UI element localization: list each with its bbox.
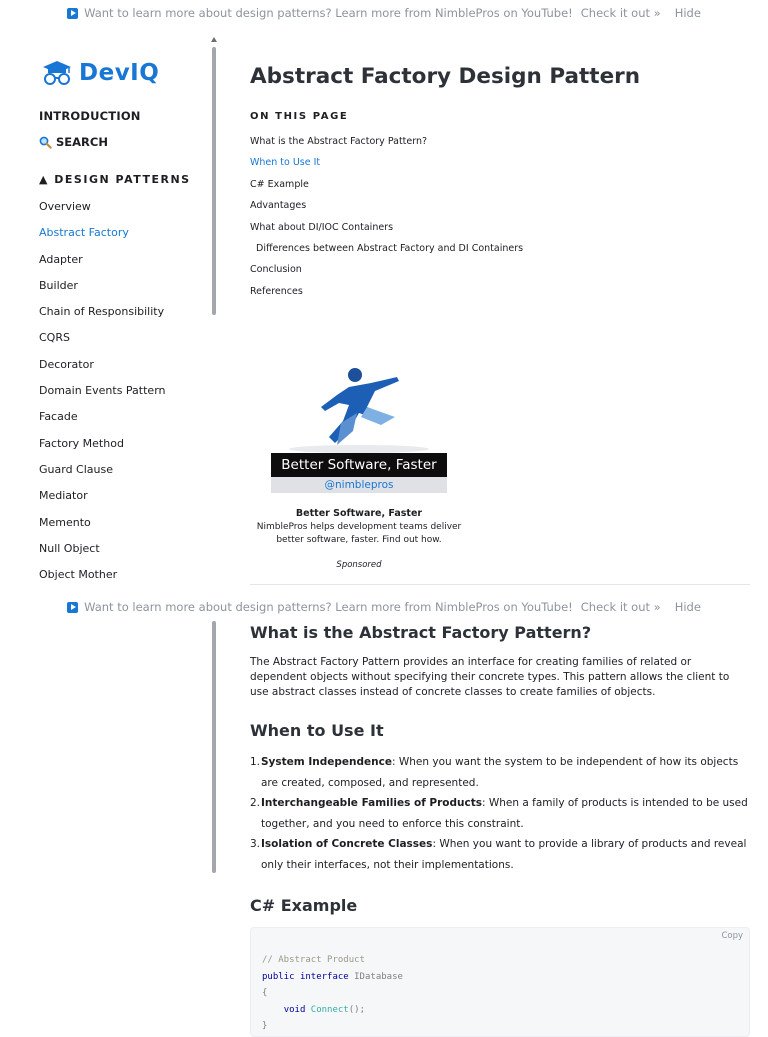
ad-banner-text: Better Software, Faster bbox=[271, 453, 447, 477]
sponsored-label: Sponsored bbox=[336, 560, 382, 570]
code-block bbox=[250, 927, 750, 1037]
list-item-number: 3. bbox=[250, 838, 261, 850]
sidebar-item[interactable]: Builder bbox=[39, 278, 78, 292]
sidebar-item[interactable]: Abstract Factory bbox=[39, 226, 129, 240]
sidebar-item[interactable]: Domain Events Pattern bbox=[39, 384, 166, 398]
banner-hide-button[interactable]: Hide bbox=[674, 6, 701, 20]
code-text bbox=[262, 952, 403, 1035]
banner-message: Want to learn more about design patterns? Learn more from NimblePros on YouTube! bbox=[84, 600, 573, 614]
nav-list bbox=[39, 198, 166, 592]
toc-item[interactable]: Conclusion bbox=[250, 264, 302, 276]
ad-handle: @nimblepros bbox=[271, 477, 447, 493]
sidebar-item[interactable]: Facade bbox=[39, 410, 78, 424]
banner-message: Want to learn more about design patterns? Learn more from NimblePros on YouTube! bbox=[84, 6, 573, 20]
ad-description: NimblePros helps development teams deliver better software, faster. Find out how. bbox=[256, 522, 462, 545]
code-comment: // Abstract Product bbox=[262, 955, 365, 965]
scroll-up-arrow-icon[interactable] bbox=[211, 37, 217, 42]
code-method-name: Connect bbox=[310, 1004, 349, 1015]
list-item bbox=[250, 834, 750, 875]
banner-check-it-out-link[interactable]: Check it out » bbox=[580, 600, 661, 614]
toc-item[interactable]: What is the Abstract Factory Pattern? bbox=[250, 136, 428, 147]
list-item-text: : When you want to provide a library of products and reveal only their interfaces, not their implementations. bbox=[261, 838, 747, 871]
list-item-term: Interchangeable Families of Products bbox=[261, 797, 482, 809]
banner-check-it-out-link[interactable]: Check it out » bbox=[580, 6, 661, 20]
sidebar-item[interactable]: Overview bbox=[39, 200, 91, 213]
youtube-icon bbox=[67, 8, 78, 19]
sidebar-item[interactable]: Decorator bbox=[39, 357, 94, 371]
sidebar-scrollbar-thumb-lower[interactable] bbox=[212, 621, 216, 873]
logo-text: DevIQ bbox=[79, 60, 160, 86]
sidebar-item[interactable]: Object Mother bbox=[39, 568, 118, 582]
section-paragraph-what-is: The Abstract Factory Pattern provides an interface for creating families of related or dependent objects without specifying their concrete types. This pattern allows the client to use abstract classes instead of concrete classes to create families of objects. bbox=[250, 656, 730, 698]
code-keyword-interface: interface bbox=[299, 971, 349, 982]
section-heading-csharp-example: C# Example bbox=[250, 896, 358, 915]
banner-hide-button[interactable]: Hide bbox=[674, 600, 701, 614]
code-close-brace: } bbox=[262, 1021, 268, 1031]
list-item-term: System Independence bbox=[261, 756, 392, 768]
toc-item[interactable]: When to Use It bbox=[250, 157, 321, 169]
when-to-use-list bbox=[250, 752, 750, 875]
sidebar-item[interactable]: Factory Method bbox=[39, 436, 124, 450]
sidebar bbox=[0, 26, 222, 594]
section-heading-when-to-use: When to Use It bbox=[250, 721, 384, 740]
search-icon bbox=[39, 136, 52, 149]
sidebar-item[interactable]: Mediator bbox=[39, 489, 88, 503]
sidebar-item[interactable]: Guard Clause bbox=[39, 462, 113, 476]
announcement-banner bbox=[0, 0, 768, 26]
list-item-term: Isolation of Concrete Classes bbox=[261, 838, 433, 850]
code-open-brace: { bbox=[262, 988, 268, 998]
sidebar-item[interactable]: CQRS bbox=[39, 331, 70, 345]
table-of-contents bbox=[250, 133, 523, 304]
section-heading-what-is: What is the Abstract Factory Pattern? bbox=[250, 623, 592, 642]
list-item-number: 2. bbox=[250, 797, 261, 809]
code-keyword-public: public bbox=[262, 971, 295, 982]
toc-item[interactable]: What about DI/IOC Containers bbox=[250, 221, 394, 233]
toc-item[interactable]: Differences between Abstract Factory and DI Containers bbox=[256, 242, 524, 254]
code-type-name: IDatabase bbox=[354, 971, 403, 982]
toc-item[interactable]: Advantages bbox=[250, 200, 307, 212]
sidebar-scrollbar-thumb[interactable] bbox=[212, 47, 216, 315]
list-item-number: 1. bbox=[250, 756, 261, 768]
code-keyword-void: void bbox=[283, 1004, 306, 1015]
youtube-icon bbox=[67, 602, 78, 613]
sidebar-item[interactable]: Adapter bbox=[39, 252, 83, 266]
toc-item[interactable]: References bbox=[250, 285, 303, 297]
nav-search[interactable] bbox=[39, 135, 108, 149]
list-item-text: : When you want the system to be independent of how its objects are created, composed, and represented. bbox=[261, 756, 739, 789]
list-item bbox=[250, 793, 750, 834]
announcement-banner-repeat bbox=[0, 594, 768, 620]
code-method-tail: (); bbox=[348, 1004, 365, 1015]
on-this-page-label: ON THIS PAGE bbox=[250, 111, 349, 122]
list-item-text: : When a family of products is intended to be used together, and you need to enforce this constraint. bbox=[261, 797, 748, 830]
toc-item[interactable]: C# Example bbox=[250, 178, 309, 190]
divider bbox=[250, 584, 750, 585]
nav-section-design-patterns[interactable]: ▲ DESIGN PATTERNS bbox=[39, 173, 191, 186]
list-item bbox=[250, 752, 750, 793]
sidebar-item[interactable]: Memento bbox=[39, 515, 91, 529]
graduation-glasses-icon bbox=[39, 60, 75, 86]
copy-button[interactable]: Copy bbox=[721, 931, 743, 941]
sidebar-item[interactable]: Null Object bbox=[39, 541, 100, 555]
nav-introduction[interactable]: INTRODUCTION bbox=[39, 109, 141, 123]
nav-search-label: SEARCH bbox=[56, 135, 108, 149]
ad-title: Better Software, Faster bbox=[295, 508, 423, 519]
page-title: Abstract Factory Design Pattern bbox=[250, 64, 641, 89]
deviq-logo[interactable] bbox=[39, 60, 159, 86]
sidebar-item[interactable]: Chain of Responsibility bbox=[39, 305, 165, 319]
